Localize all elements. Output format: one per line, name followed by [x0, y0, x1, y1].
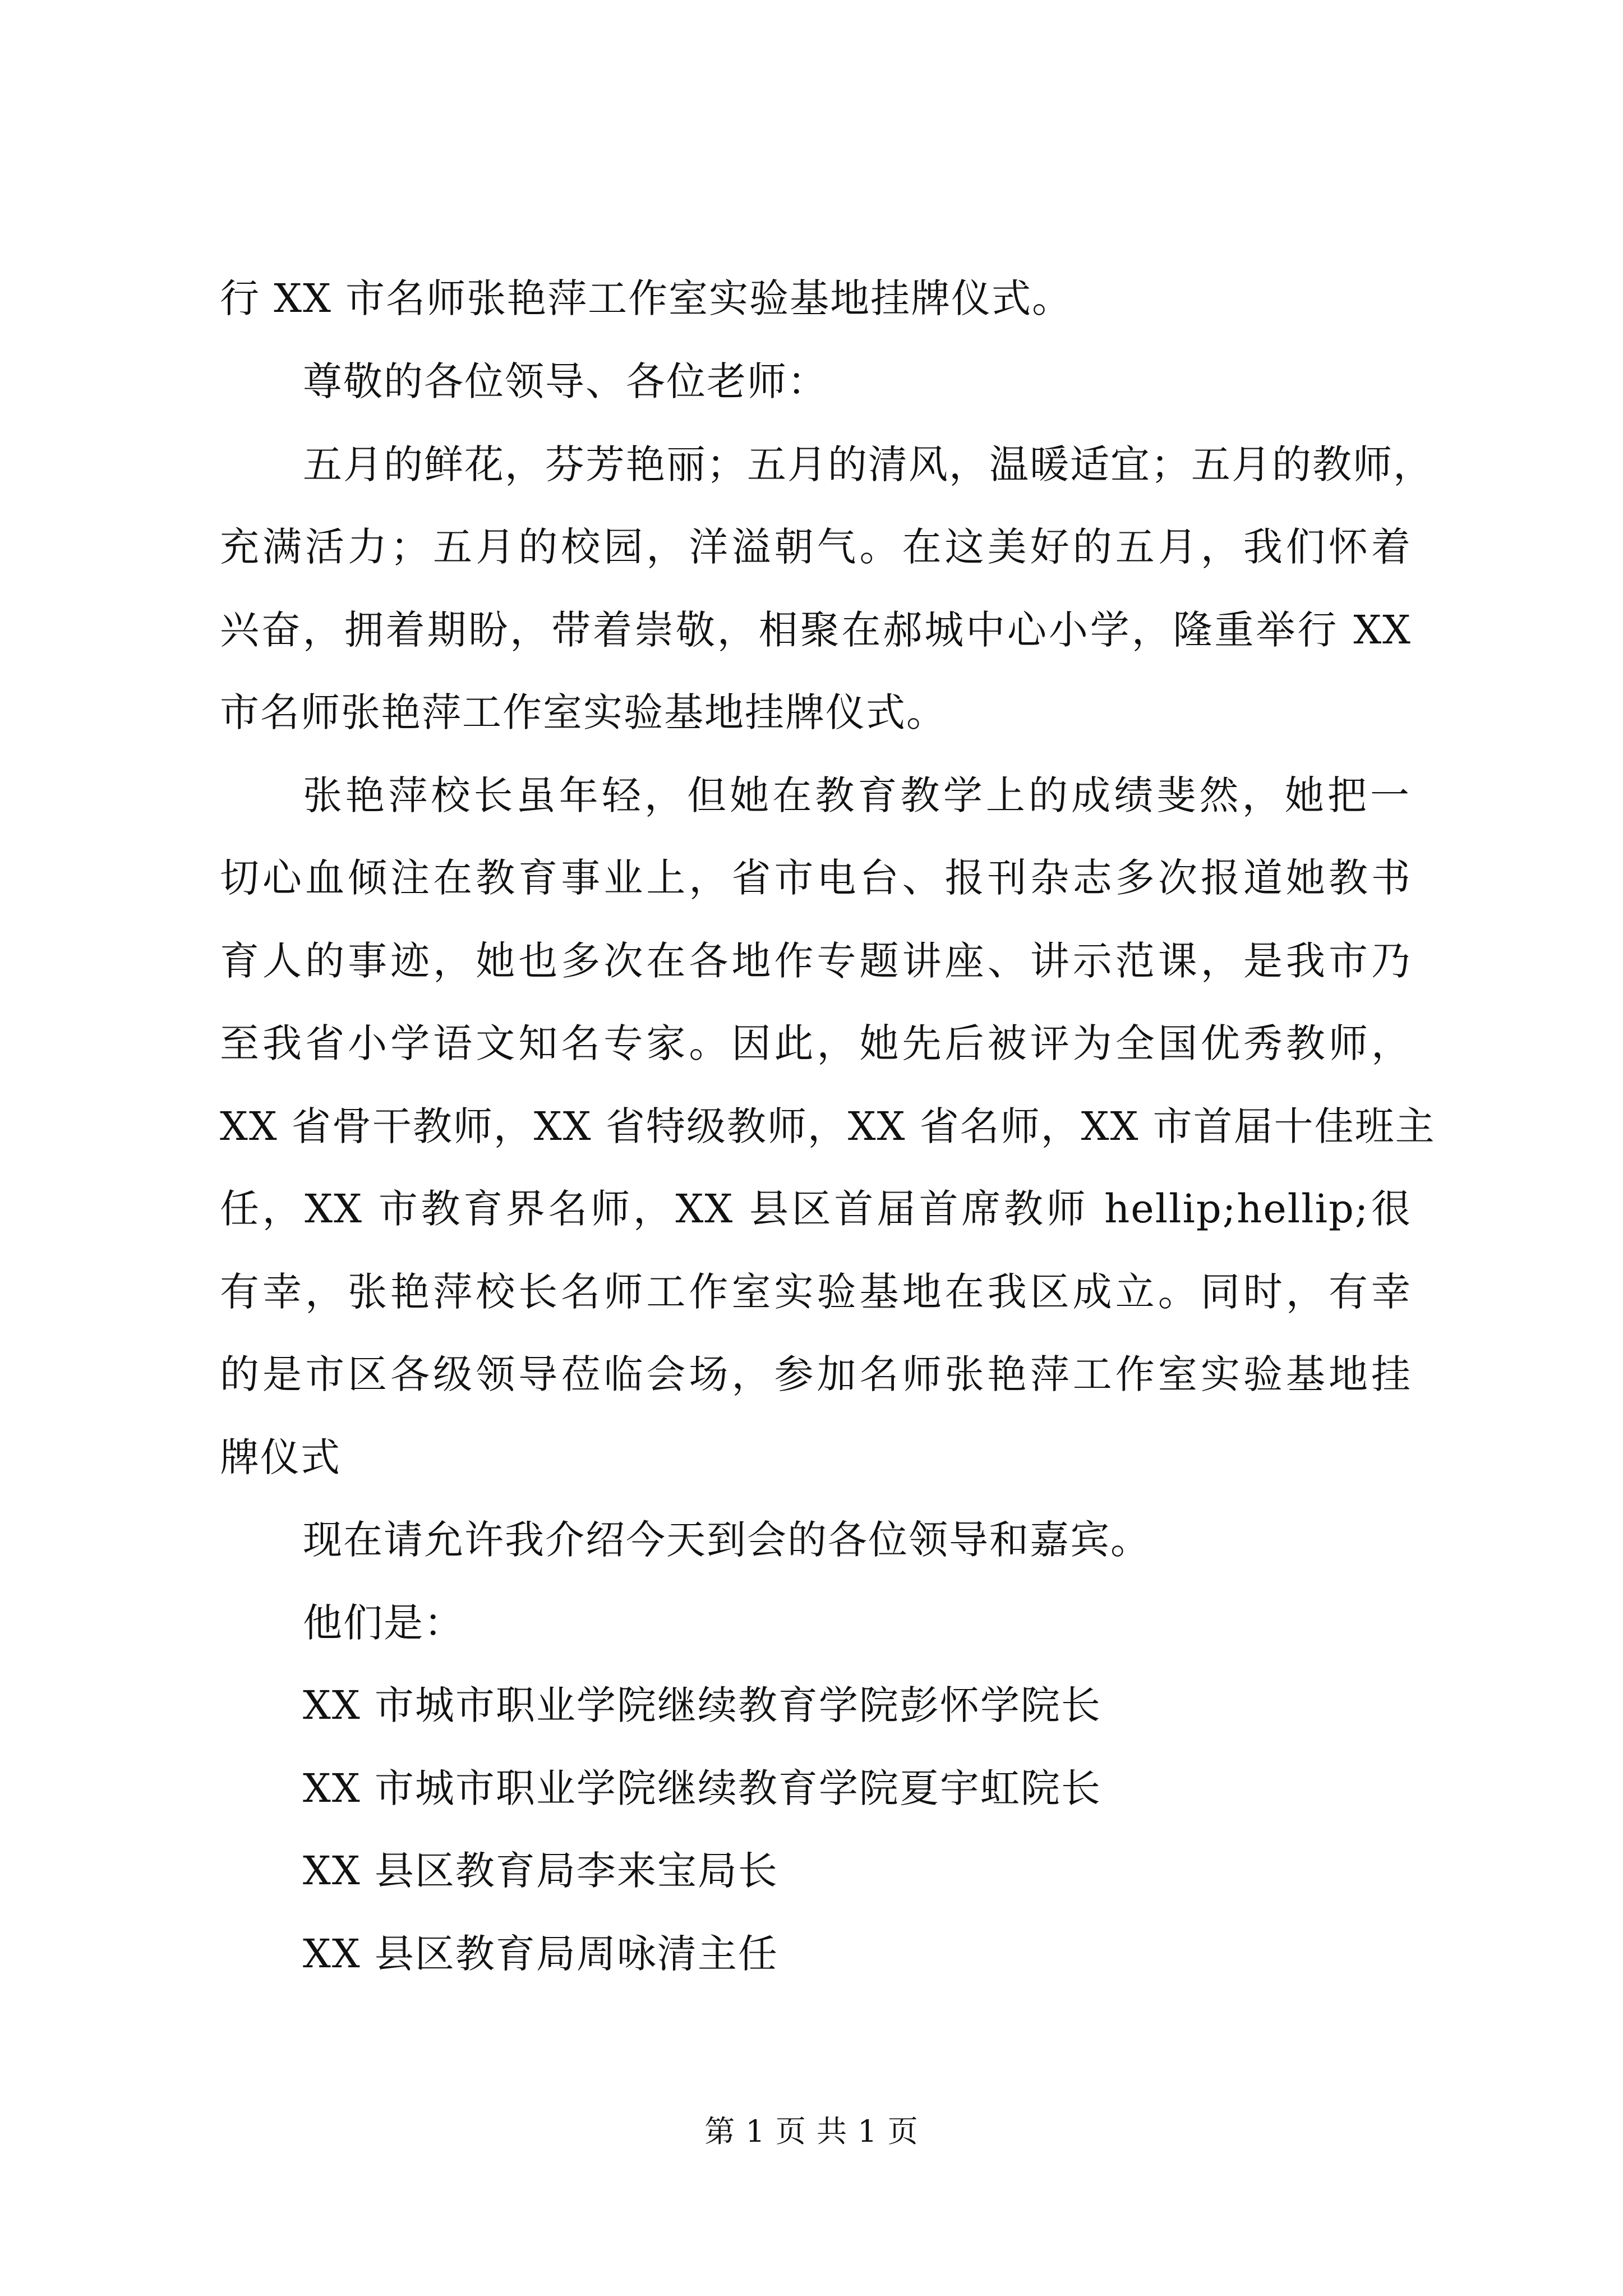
text-line-8: 切心血倾注在教育事业上，省市电台、报刊杂志多次报道她教书	[220, 855, 1412, 901]
salutation-line: 尊敬的各位领导、各位老师：	[303, 358, 828, 404]
text-line-3: 五月的鲜花，芬芳艳丽；五月的清风，温暖适宜；五月的教师，	[303, 441, 1433, 487]
text-line-15: 牌仪式	[220, 1434, 341, 1480]
text-line-6: 市名师张艳萍工作室实验基地挂牌仪式。	[220, 689, 947, 735]
text-line-11: XX 省骨干教师，XX 省特级教师，XX 省名师，XX 市首届十佳班主	[220, 1103, 1436, 1149]
text-line-12: 任，XX 市教育界名师，XX 县区首届首席教师 hellip;hellip;很	[220, 1186, 1412, 1232]
guest-line-4: XX 县区教育局周咏清主任	[303, 1931, 778, 1977]
text-line-7: 张艳萍校长虽年轻，但她在教育教学上的成绩斐然，她把一	[303, 772, 1410, 818]
guest-line-3: XX 县区教育局李来宝局长	[303, 1848, 778, 1894]
text-line-14: 的是市区各级领导莅临会场，参加名师张艳萍工作室实验基地挂	[220, 1351, 1412, 1397]
text-line-4: 充满活力；五月的校园，洋溢朝气。在这美好的五月，我们怀着	[220, 524, 1412, 570]
guest-line-1: XX 市城市职业学院继续教育学院彭怀学院长	[303, 1682, 1101, 1728]
text-line-10: 至我省小学语文知名专家。因此，她先后被评为全国优秀教师，	[220, 1020, 1412, 1066]
text-line-1: 行 XX 市名师张艳萍工作室实验基地挂牌仪式。	[220, 275, 1073, 321]
text-line-9: 育人的事迹，她也多次在各地作专题讲座、讲示范课，是我市乃	[220, 938, 1412, 984]
guest-line-2: XX 市城市职业学院继续教育学院夏宇虹院长	[303, 1765, 1101, 1811]
page-number-footer: 第 1 页 共 1 页	[704, 2114, 919, 2149]
text-line-5: 兴奋，拥着期盼，带着崇敬，相聚在郝城中心小学，隆重举行 XX	[220, 607, 1412, 653]
text-line-16: 现在请允许我介绍今天到会的各位领导和嘉宾。	[303, 1517, 1151, 1563]
text-line-17: 他们是：	[303, 1600, 464, 1646]
text-line-13: 有幸，张艳萍校长名师工作室实验基地在我区成立。同时，有幸	[220, 1269, 1412, 1315]
